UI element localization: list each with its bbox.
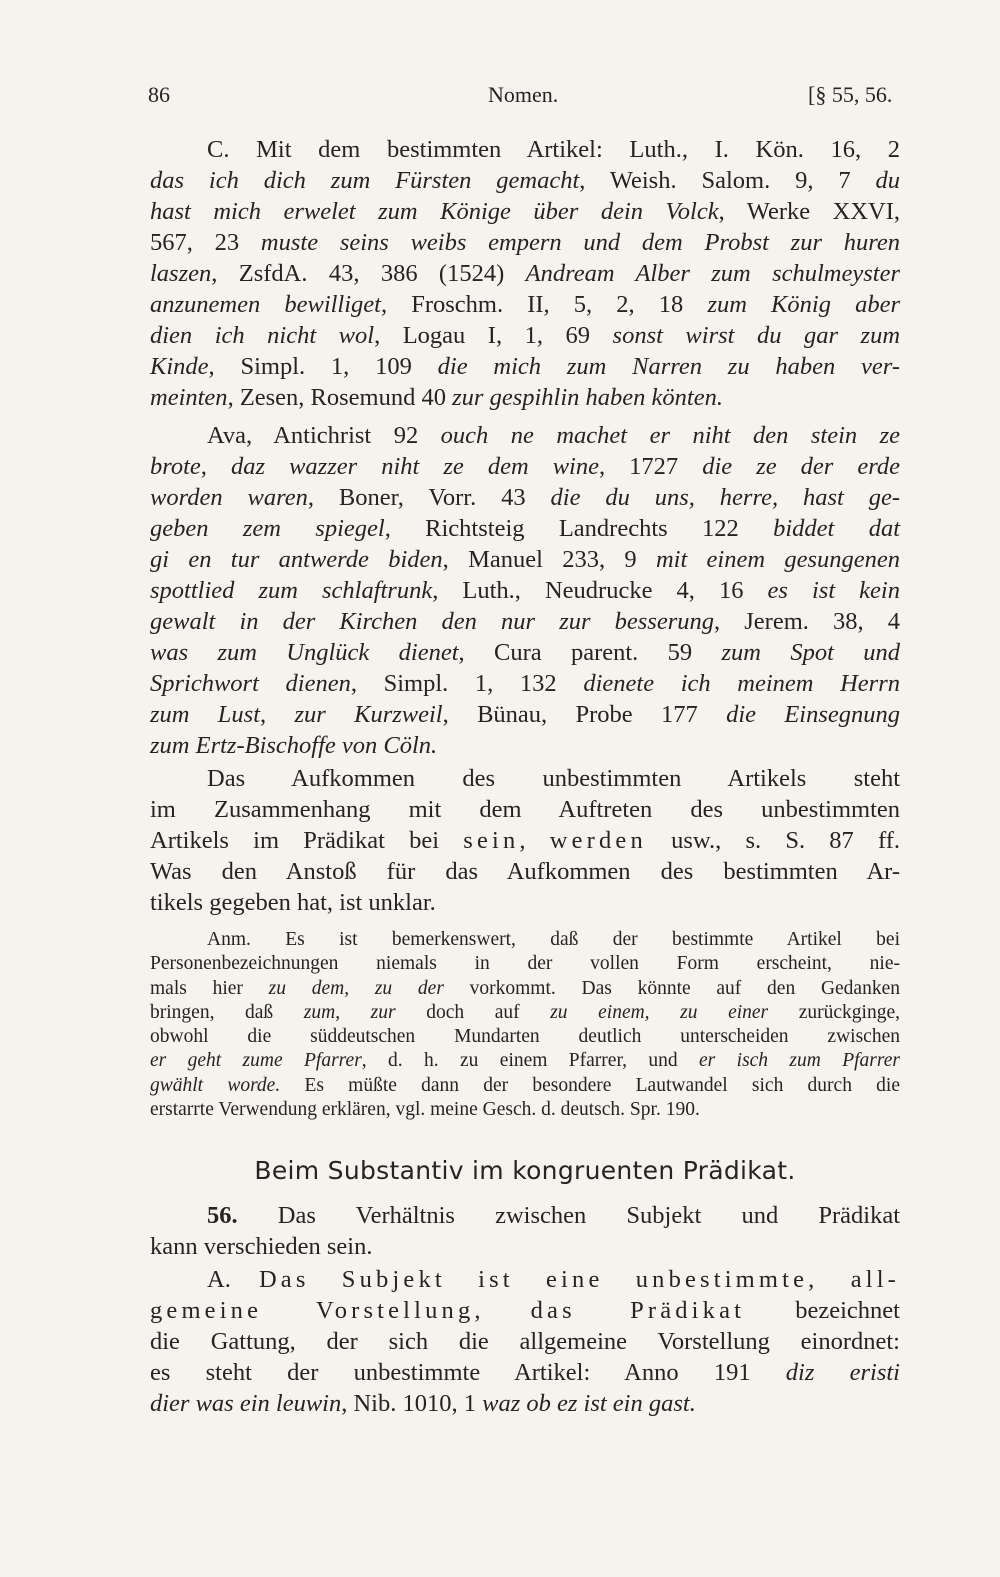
italic-quote: zur gespihlin haben könten. <box>452 384 723 411</box>
text-line <box>150 1049 900 1073</box>
text-line <box>150 606 900 637</box>
italic-quote: gewalt in der Kirchen den nur zur besserung <box>150 608 714 635</box>
page-number: 86 <box>148 82 170 107</box>
text-segment: , Werke XXVI, <box>718 198 900 225</box>
text-segment: doch auf <box>395 1001 551 1023</box>
italic-quote: zum Ertz-Bischoffe von Cöln. <box>150 732 438 759</box>
text-line <box>150 1098 900 1122</box>
italic-quote: es ist kein <box>767 577 900 604</box>
text-segment: Das Aufkommen des unbestimmten Artikels steht <box>207 765 900 792</box>
paragraph-56 <box>150 1200 900 1262</box>
italic-quote: hast mich erwelet zum Könige über dein Volck <box>150 198 719 225</box>
text-segment: zurückginge, <box>768 1001 900 1023</box>
text-line <box>150 952 900 976</box>
text-segment: , Simpl. 1, 109 <box>208 353 438 380</box>
italic-quote: sonst wirst du gar zum <box>612 322 901 349</box>
text-segment: , Cura parent. 59 <box>458 639 722 666</box>
italic-quote: die mich zum Narren zu haben ver- <box>437 353 900 380</box>
text-line <box>150 451 900 482</box>
text-segment: , Weish. Salom. 9, 7 <box>579 167 876 194</box>
text-segment: Ava, Antichrist 92 <box>207 422 441 449</box>
italic-quote: die du uns, herre, hast ge- <box>550 484 901 511</box>
italic-quote: zum König aber <box>707 291 900 318</box>
text-line <box>150 575 900 606</box>
italic-quote: anzunemen bewilliget <box>150 291 381 318</box>
text-segment: vorkommt. Das könnte auf den Gedanken <box>443 977 900 999</box>
italic-quote: du <box>875 167 900 194</box>
text-line <box>150 196 900 227</box>
paragraph-c <box>150 134 900 413</box>
italic-quote: zum <box>303 1001 336 1023</box>
text-segment: , Simpl. 1, 132 <box>350 670 584 697</box>
text-segment: 567, 23 <box>150 229 261 256</box>
text-segment: , <box>260 701 295 728</box>
text-line <box>150 1231 900 1262</box>
text-line <box>150 637 900 668</box>
italic-quote: meinten <box>150 384 228 411</box>
italic-quote: die ze der erde <box>702 453 901 480</box>
text-line <box>150 227 900 258</box>
text-line <box>150 856 900 887</box>
text-line <box>150 513 900 544</box>
text-line <box>150 1264 900 1295</box>
italic-quote: gi en tur antwerde biden <box>150 546 443 573</box>
text-segment: , Jerem. 38, 4 <box>714 608 900 635</box>
italic-quote: Andream Alber zum schulmeyster <box>525 260 900 287</box>
section-number: 56. <box>207 1202 238 1229</box>
paragraph-aufkommen <box>150 763 900 918</box>
text-segment: , 1727 <box>598 453 703 480</box>
text-segment: , d. h. zu einem Pfarrer, und <box>361 1050 700 1072</box>
text-segment: , <box>335 1001 371 1023</box>
text-line <box>150 382 900 413</box>
text-line <box>150 1388 900 1419</box>
text-segment: , Nib. 1010, 1 <box>341 1390 483 1417</box>
text-segment: A. <box>207 1266 259 1293</box>
spaced-emphasis: Das Subjekt ist eine unbestimmte, all- <box>258 1266 900 1293</box>
text-segment: , Logau I, 1, 69 <box>374 322 613 349</box>
spaced-emphasis: werden <box>549 827 647 854</box>
italic-quote: Sprichwort dienen <box>150 670 351 697</box>
paragraph-a <box>150 1264 900 1419</box>
italic-quote: brote, daz wazzer niht ze dem wine <box>150 453 599 480</box>
italic-quote: laszen <box>150 260 212 287</box>
italic-quote: waz ob ez ist ein gast. <box>482 1390 696 1417</box>
italic-quote: zum Lust <box>150 701 261 728</box>
text-segment: kann verschieden sein. <box>150 1233 373 1260</box>
text-segment: C. Mit dem bestimmten Artikel: Luth., I. Kön. 16, 2 <box>207 136 900 163</box>
text-segment: Artikels im Prädikat bei <box>150 827 464 854</box>
text-segment: , Bünau, Probe 177 <box>442 701 727 728</box>
text-line <box>150 977 900 1001</box>
paragraph-ava <box>150 420 900 761</box>
italic-quote: ouch ne machet er niht den stein ze <box>440 422 901 449</box>
text-segment: es steht der unbestimmte Artikel: Anno 191 <box>150 1359 786 1386</box>
text-line <box>150 1326 900 1357</box>
text-line <box>150 351 900 382</box>
italic-quote: biddet dat <box>773 515 901 542</box>
italic-quote: diz eristi <box>785 1359 900 1386</box>
text-segment: obwohl die süddeutschen Mundarten deutlich unterscheiden zwischen <box>150 1026 900 1048</box>
section-heading: Beim Substantiv im kongruenten Prädikat. <box>254 1156 796 1185</box>
text-line <box>150 482 900 513</box>
text-line <box>150 1074 900 1098</box>
text-segment: , <box>519 827 550 854</box>
text-line <box>150 794 900 825</box>
italic-quote: er isch zum Pfarrer <box>699 1050 900 1072</box>
text-line <box>150 699 900 730</box>
annotation-note <box>150 928 900 1122</box>
text-line <box>150 1295 900 1326</box>
italic-quote: worden waren <box>150 484 308 511</box>
italic-quote: dien ich nicht wol <box>150 322 375 349</box>
text-line <box>150 887 900 918</box>
text-line <box>150 825 900 856</box>
spaced-emphasis: das Prädikat <box>530 1297 746 1324</box>
text-line <box>150 1200 900 1231</box>
text-line <box>150 420 900 451</box>
italic-quote: zu einem, zu einer <box>550 1001 769 1023</box>
text-segment: , Froschm. II, 5, 2, 18 <box>380 291 708 318</box>
italic-quote: zum Spot und <box>721 639 900 666</box>
text-segment: bezeichnet <box>745 1297 900 1324</box>
text-segment: bringen, daß <box>150 1001 304 1023</box>
text-segment: Was den Anstoß für das Aufkommen des bestimmten Ar- <box>150 858 900 885</box>
text-segment: , Zesen, Rosemund 40 <box>227 384 453 411</box>
text-line <box>150 134 900 165</box>
text-line <box>150 165 900 196</box>
text-line <box>150 258 900 289</box>
text-line <box>150 1025 900 1049</box>
italic-quote: dienete ich meinem Herrn <box>583 670 900 697</box>
text-line <box>150 668 900 699</box>
italic-quote: dier was ein leuwin <box>150 1390 342 1417</box>
text-segment: usw., s. S. 87 ff. <box>646 827 901 854</box>
italic-quote: Kinde <box>150 353 209 380</box>
text-line <box>150 289 900 320</box>
italic-quote: mit einem gesungenen <box>655 546 901 573</box>
text-segment: Das Verhältnis zwischen Subjekt und Prädikat <box>237 1202 900 1229</box>
text-segment: mals hier <box>150 977 269 999</box>
text-segment: Es müßte dann der besondere Lautwandel sich durch die <box>280 1074 900 1096</box>
text-segment: erstarrte Verwendung erklären, vgl. meine Gesch. d. deutsch. Spr. 190. <box>150 1099 700 1121</box>
italic-quote: die Einsegnung <box>726 701 901 728</box>
text-line <box>150 1001 900 1025</box>
italic-quote: spottlied zum schlaftrunk <box>150 577 433 604</box>
text-line <box>150 320 900 351</box>
running-title: Nomen. <box>488 82 559 107</box>
text-segment: , Boner, Vorr. 43 <box>307 484 551 511</box>
italic-quote: zur <box>370 1001 396 1023</box>
text-segment: tikels gegeben hat, ist unklar. <box>150 889 436 916</box>
italic-quote: er geht zume Pfarrer <box>150 1050 362 1072</box>
text-line <box>150 1357 900 1388</box>
spaced-emphasis: gemeine Vorstellung <box>150 1297 475 1324</box>
italic-quote: gwählt worde. <box>150 1074 281 1096</box>
text-segment: , Luth., Neudrucke 4, 16 <box>432 577 768 604</box>
italic-quote: muste seins weibs empern und dem Probst zur huren <box>260 229 901 256</box>
text-segment: im Zusammenhang mit dem Auftreten des unbestimmten <box>150 796 900 823</box>
text-segment: Anm. Es ist bemerkenswert, daß der bestimmte Artikel bei <box>207 929 900 950</box>
italic-quote: das ich dich zum Fürsten gemacht <box>150 167 580 194</box>
spaced-emphasis: sein <box>463 827 520 854</box>
text-segment: , <box>474 1297 531 1324</box>
text-line <box>150 763 900 794</box>
text-line <box>150 730 900 761</box>
section-reference: [§ 55, 56. <box>808 82 893 107</box>
italic-quote: zu dem, zu der <box>268 977 444 999</box>
text-segment: Personenbezeichnungen niemals in der vollen Form erscheint, nie- <box>150 953 900 975</box>
text-line <box>150 928 900 952</box>
text-segment: , ZsfdA. 43, 386 (1524) <box>211 260 526 287</box>
text-segment: , Manuel 233, 9 <box>442 546 656 573</box>
italic-quote: geben zem spiegel <box>150 515 385 542</box>
text-segment: , Richtsteig Landrechts 122 <box>384 515 774 542</box>
text-segment: die Gattung, der sich die allgemeine Vorstellung einordnet: <box>150 1328 900 1355</box>
italic-quote: was zum Unglück dienet <box>150 639 459 666</box>
text-line <box>150 544 900 575</box>
italic-quote: zur Kurzweil <box>294 701 443 728</box>
